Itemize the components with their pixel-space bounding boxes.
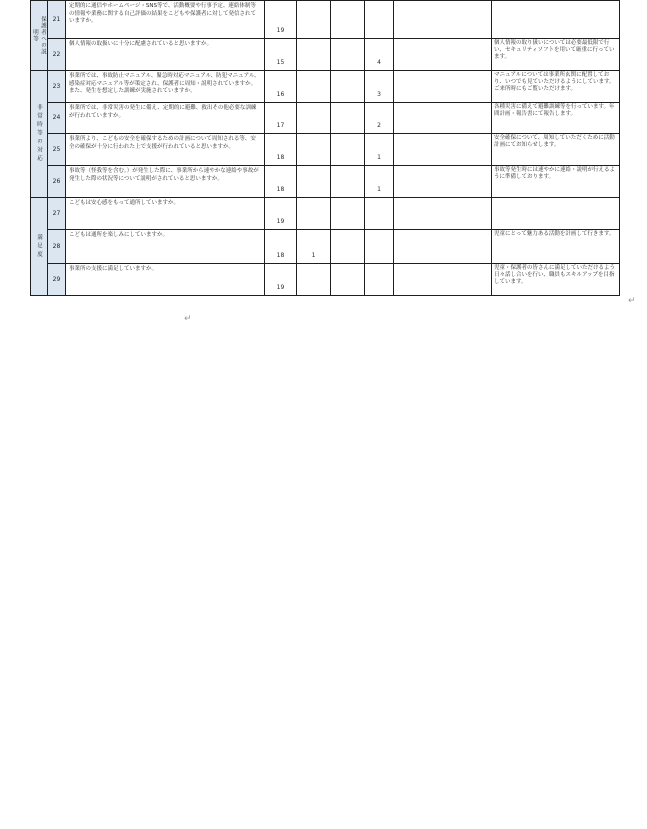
table-row — [31, 103, 620, 134]
response-count-cell — [331, 71, 365, 103]
response-count-cell: 15 — [265, 39, 297, 71]
question-text-cell: 事業所では、事故防止マニュアル、緊急時対応マニュアル、防犯マニュアル、感染症対応マニュアル等が策定され、保護者に周知・説明されていますか。また、発生を想定した訓練が実施されていますか。 — [66, 71, 265, 103]
category-cell — [31, 1, 48, 71]
table-row — [31, 230, 620, 264]
question-number-cell: 28 — [48, 230, 66, 264]
category-label: 非常時等の対応 — [36, 104, 42, 164]
response-count-cell: 2 — [365, 103, 394, 134]
provider-comment-cell: 事故等発生時には速やかに連絡・説明が行えるように準備しております。 — [492, 166, 620, 198]
question-number-cell: 23 — [48, 71, 66, 103]
question-text-cell: 事故等（怪我等を含む。）が発生した際に、事業所から速やかな連絡や事故が発生した際の状況等について説明がされていると思いますか。 — [66, 166, 265, 198]
paragraph-mark: ↵ — [628, 296, 636, 306]
provider-comment-cell: 各種災害に備えて避難訓練等を行っています。年間計画・報告書にて報告します。 — [492, 103, 620, 134]
empty-cell — [394, 39, 492, 71]
response-count-cell: 1 — [365, 166, 394, 198]
category-cell — [31, 198, 48, 296]
provider-comment-cell: 個人情報の取り扱いについては必要最低限で行い、セキュリティソフトを用いて厳重に行っています。 — [492, 39, 620, 71]
empty-cell — [394, 1, 492, 39]
provider-comment-cell: 児童にとって魅力ある活動を計画して行きます。 — [492, 230, 620, 264]
response-count-cell — [297, 103, 331, 134]
question-text-cell: 事業所の支援に満足していますか。 — [66, 264, 265, 296]
response-count-cell — [365, 198, 394, 230]
response-count-cell: 3 — [365, 71, 394, 103]
response-count-cell: 16 — [265, 71, 297, 103]
category-label: 保護者への説明等 — [32, 16, 46, 55]
table-row — [31, 264, 620, 296]
empty-cell — [394, 134, 492, 166]
response-count-cell: 19 — [265, 264, 297, 296]
response-count-cell — [365, 264, 394, 296]
question-text-cell: 事業所より、こどもの安全を確保するための計画について周知される等、安全の確保が十分に行われた上で支援が行われていると思いますか。 — [66, 134, 265, 166]
question-text-cell: こどもは通所を楽しみにしていますか。 — [66, 230, 265, 264]
response-count-cell — [331, 103, 365, 134]
question-number-cell: 22 — [48, 39, 66, 71]
table-row — [31, 134, 620, 166]
response-count-cell: 17 — [265, 103, 297, 134]
category-cell — [31, 71, 48, 198]
response-count-cell: 4 — [365, 39, 394, 71]
provider-comment-cell: マニュアルについては事業所玄関に配置しており、いつでも見ていただけるようにしています。ご来所時にもご覧いただけます。 — [492, 71, 620, 103]
response-count-cell — [297, 198, 331, 230]
response-count-cell — [331, 166, 365, 198]
response-count-cell: 18 — [265, 230, 297, 264]
table-row — [31, 39, 620, 71]
empty-cell — [394, 230, 492, 264]
empty-cell — [394, 166, 492, 198]
provider-comment-cell: 児童・保護者の皆さんに満足していただけるよう日々話し合いを行い、職員もスキルアップを目指しています。 — [492, 264, 620, 296]
response-count-cell: 1 — [297, 230, 331, 264]
question-text-cell: こどもは安心感をもって通所していますか。 — [66, 198, 265, 230]
response-count-cell — [297, 166, 331, 198]
question-number-cell: 25 — [48, 134, 66, 166]
response-count-cell: 18 — [265, 166, 297, 198]
table-row — [31, 71, 620, 103]
question-text-cell: 個人情報の取扱いに十分に配慮されていると思いますか。 — [66, 39, 265, 71]
response-count-cell — [297, 264, 331, 296]
empty-cell — [394, 198, 492, 230]
question-number-cell: 26 — [48, 166, 66, 198]
response-count-cell — [365, 1, 394, 39]
response-count-cell: 19 — [265, 1, 297, 39]
empty-cell — [394, 103, 492, 134]
table-body — [31, 1, 620, 296]
table-row — [31, 198, 620, 230]
paragraph-mark: ↵ — [184, 314, 192, 324]
response-count-cell: 1 — [365, 134, 394, 166]
response-count-cell: 19 — [265, 198, 297, 230]
table-row — [31, 166, 620, 198]
question-number-cell: 29 — [48, 264, 66, 296]
provider-comment-cell — [492, 198, 620, 230]
response-count-cell — [297, 39, 331, 71]
question-number-cell: 24 — [48, 103, 66, 134]
response-count-cell — [365, 230, 394, 264]
response-count-cell — [331, 134, 365, 166]
response-count-cell — [297, 1, 331, 39]
response-count-cell — [331, 39, 365, 71]
question-number-cell: 21 — [48, 1, 66, 39]
table-row — [31, 1, 620, 39]
response-count-cell — [331, 230, 365, 264]
response-count-cell — [331, 1, 365, 39]
evaluation-results-table — [30, 0, 620, 296]
provider-comment-cell — [492, 1, 620, 39]
empty-cell — [394, 71, 492, 103]
response-count-cell — [297, 134, 331, 166]
category-label: 満足度 — [36, 233, 42, 260]
question-text-cell: 定期的に通信やホームページ・SNS等で、活動概要や行事予定、連絡体制等の情報や業務に関する自己評価の結果をこどもや保護者に対して発信されていますか。 — [66, 1, 265, 39]
question-number-cell: 27 — [48, 198, 66, 230]
question-text-cell: 事業所では、非常災害の発生に備え、定期的に避難、救出その他必要な訓練が行われていますか。 — [66, 103, 265, 134]
response-count-cell: 18 — [265, 134, 297, 166]
provider-comment-cell: 安全確保について、周知していただくために活動計画にてお知らせします。 — [492, 134, 620, 166]
empty-cell — [394, 264, 492, 296]
response-count-cell — [297, 71, 331, 103]
response-count-cell — [331, 264, 365, 296]
response-count-cell — [331, 198, 365, 230]
